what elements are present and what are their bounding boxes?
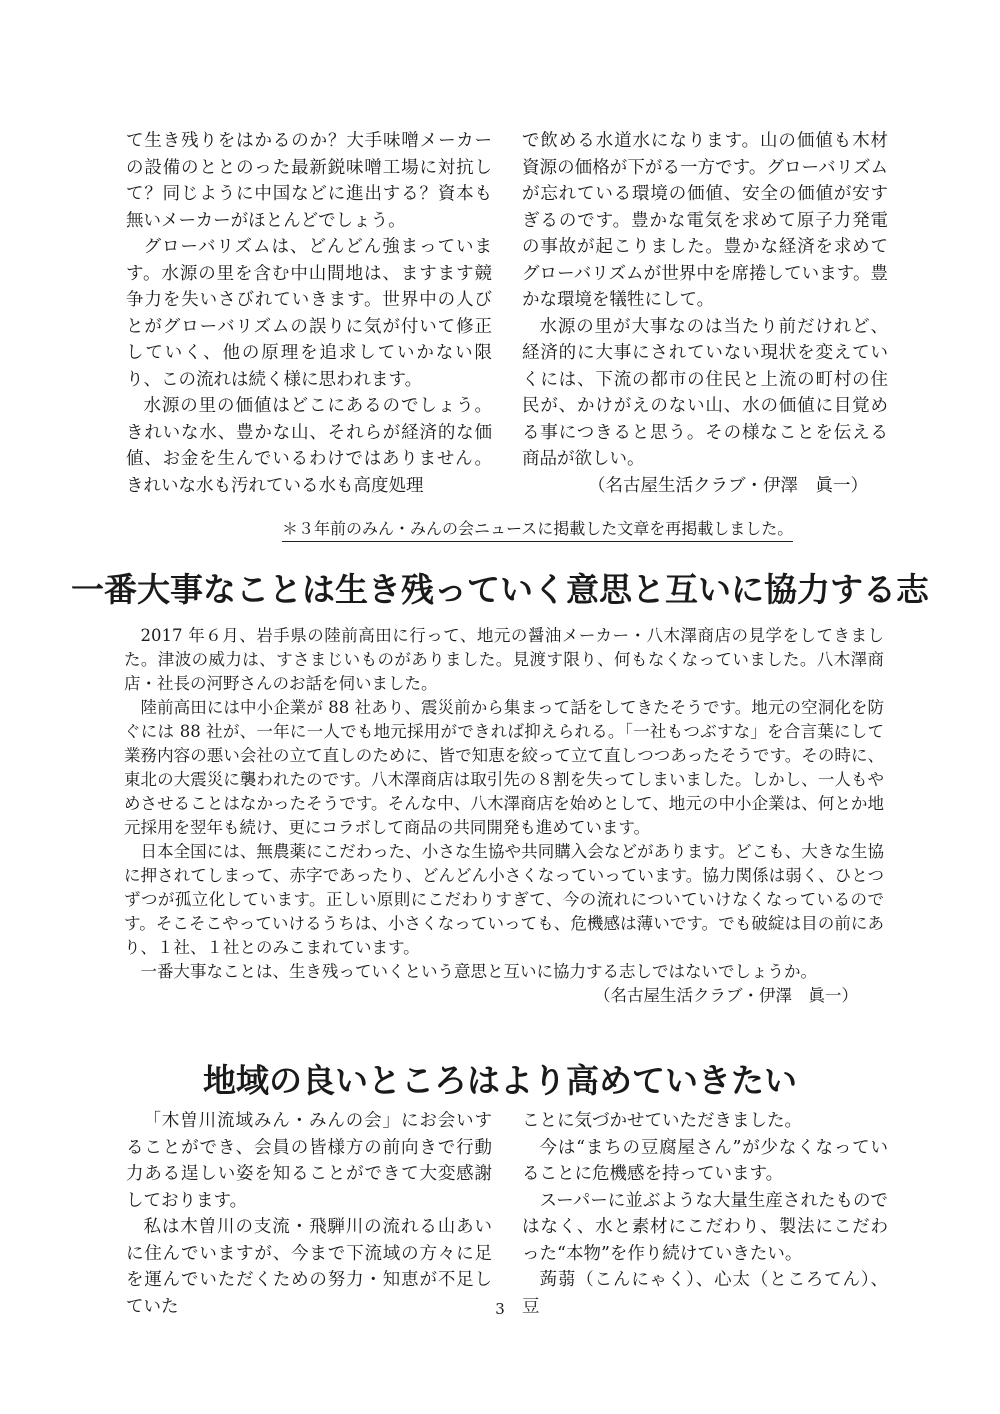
paragraph: 水源の里の価値はどこにあるのでしょう。きれいな水、豊かな山、それらが経済的な価値、お金を生んでいるわけではありません。きれいな水も汚れている水も高度処理 <box>126 396 492 496</box>
paragraph: グローバリズムは、どんどん強まっています。水源の里を含む中山間地は、ますます競争力を失いさびれていきます。世界中の人びとがグローバリズムの誤りに気が付いて修正していく、他の原理を追求していかない限り、この流れは続く様に思われます。 <box>126 237 492 390</box>
paragraph: 2017 年６月、岩手県の陸前高田に行って、地元の醤油メーカー・八木澤商店の見学をしてきました。津波の威力は、すさまじいものがありました。見渡す限り、何もなくなっていました。八木澤商店・社長の河野さんのお話を伺いました。 <box>124 626 885 693</box>
paragraph: スーパーに並ぶような大量生産されたものではなく、水と素材にこだわり、製法にこだわった“本物”を作り続けていきたい。 <box>522 1190 888 1264</box>
paragraph: 蒟蒻（こんにゃく）、心太（ところてん）、豆 <box>522 1270 888 1317</box>
top-continued-article <box>126 128 888 499</box>
paragraph: て生き残りをはかるのか？大手味噌メーカーの設備のととのった最新鋭味噌工場に対抗して？同じように中国などに進出する？資本も無いメーカーがほとんどでしょう。 <box>126 131 492 231</box>
paragraph: ことに気づかせていただきました。 <box>522 1111 802 1131</box>
bottom-left-column <box>126 1108 492 1320</box>
author-signature: （名古屋生活クラブ・伊澤 眞一） <box>588 475 868 496</box>
top-right-column <box>522 128 888 499</box>
paragraph: 一番大事なことは、生き残っていくという意思と互いに協力する志しではないでしょうか。 <box>140 962 817 981</box>
paragraph: 私は木曽川の支流・飛騨川の流れる山あいに住んでいますが、今まで下流域の方々に足を運んでいただくための努力・知恵が不足していた <box>126 1217 492 1317</box>
article-body <box>124 624 884 1008</box>
article-title: 一番大事なことは生き残っていく意思と互いに協力する志 <box>71 570 929 609</box>
bottom-right-column <box>522 1108 888 1320</box>
paragraph: 「木曽川流域みん・みんの会」にお会いすることができ、会員の皆様方の前向きで行動力ある逞しい姿を知ることができて大変感謝しております。 <box>126 1111 492 1211</box>
author-signature: （名古屋生活クラブ・伊澤 眞一） <box>594 986 858 1005</box>
repost-note: ＊３年前のみん・みんの会ニュースに掲載した文章を再掲載しました。 <box>282 518 793 542</box>
paragraph: 水源の里が大事なのは当たり前だけれど、経済的に大事にされていない現状を変えていくには、下流の都市の住民と上流の町村の住民が、かけがえのない山、水の価値に目覚める事につきると思う。その様なことを伝える商品が欲しい。 <box>522 316 888 469</box>
top-left-column <box>126 128 492 499</box>
article-title: 地域の良いところはより高めていきたい <box>203 1061 797 1100</box>
page-number: 3 <box>495 1300 505 1318</box>
paragraph: で飲める水道水になります。山の価値も木材資源の価格が下がる一方です。グローバリズムが忘れている環境の価値、安全の価値が安すぎるのです。豊かな電気を求めて原子力発電の事故が起こりました。豊かな経済を求めてグローバリズムが世界中を席捲しています。豊かな環境を犠牲にして。 <box>522 131 888 310</box>
bottom-article <box>126 1108 888 1320</box>
paragraph: 陸前高田には中小企業が 88 社あり、震災前から集まって話をしてきたそうです。地元の空洞化を防ぐには 88 社が、一年に一人でも地元採用ができれば抑えられる。「一社もつぶすな」を合言葉にして業務内容の悪い会社の立て直しのために、皆で知恵を絞って立て直しつつあったそうです。その時に、東北の大震災に襲われたのです。八木澤商店は取引先の８割を失ってしまいました。しかし、一人もやめさせることはなかったそうです。そんな中、八木澤商店を始めとして、地元の中小企業は、何とか地元採用を翌年も続け、更にコラボして商品の共同開発も進めています。 <box>124 698 884 837</box>
paragraph: 今は“まちの豆腐屋さん”が少なくなっていることに危機感を持っています。 <box>522 1137 888 1184</box>
paragraph: 日本全国には、無農薬にこだわった、小さな生協や共同購入会などがあります。どこも、大きな生協に押されてしまって、赤字であったり、どんどん小さくなっていっています。協力関係は弱く、ひとつずつが孤立化しています。正しい原則にこだわりすぎて、今の流れについていけなくなっているのです。そこそこやっていけるうちは、小さくなっていっても、危機感は薄いです。でも破綻は目の前にあり、１社、１社とのみこまれています。 <box>124 842 884 957</box>
